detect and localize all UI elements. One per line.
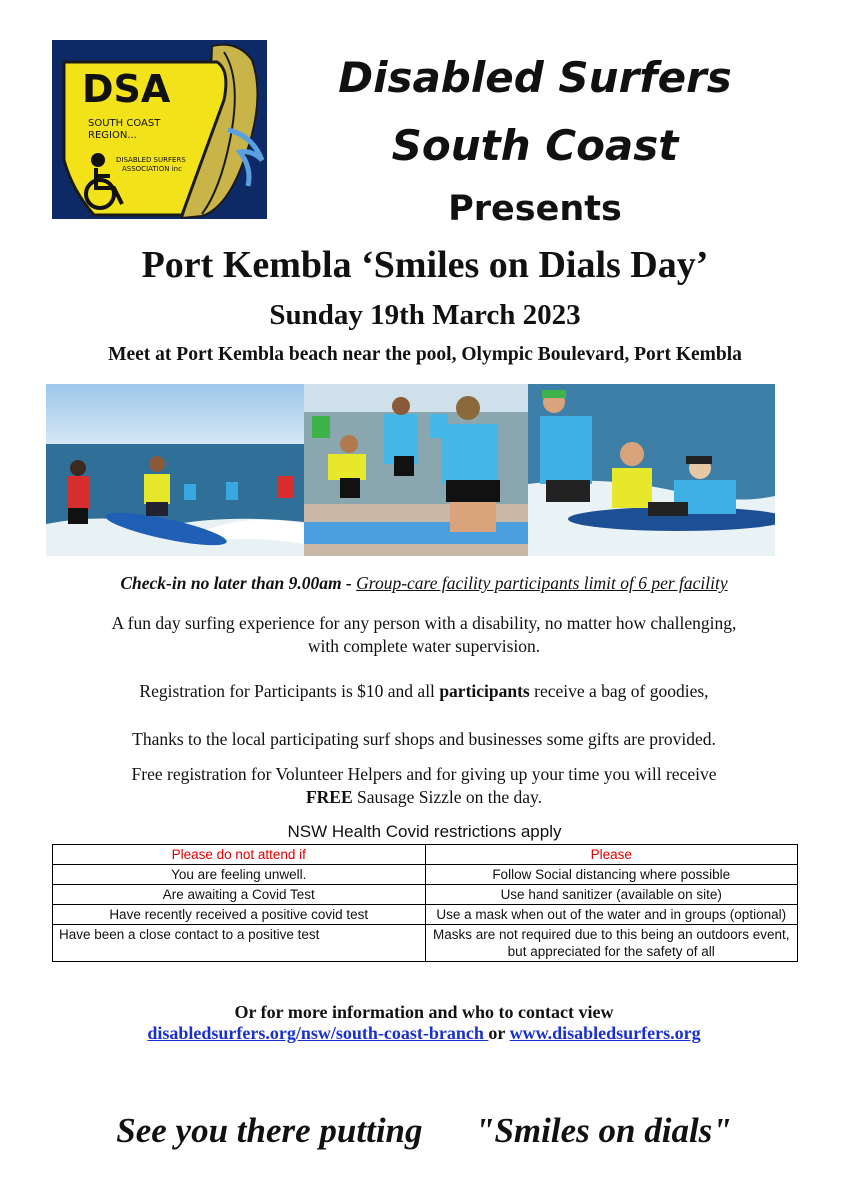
- volunteer-free-bold: FREE: [305, 787, 353, 807]
- col-header-do-not-attend: Please do not attend if: [53, 845, 426, 865]
- event-date: Sunday 19th March 2023: [269, 299, 581, 331]
- surf-photo-2: [304, 384, 528, 556]
- logo-text-assoc-1: DISABLED SURFERS: [116, 156, 186, 164]
- link-separator: or: [488, 1023, 510, 1043]
- table-row: [53, 885, 798, 905]
- volunteer-sizzle-text: Sausage Sizzle on the day.: [352, 787, 543, 807]
- table-cell: Use a mask when out of the water and in groups (optional): [425, 905, 798, 925]
- checkin-time: Check-in no later than 9.00am -: [120, 573, 357, 593]
- organization-title: [300, 44, 770, 180]
- volunteer-paragraph: [40, 763, 808, 809]
- table-header-row: [53, 845, 798, 865]
- checkin-group-limit: Group-care facility participants limit of 6 per facility: [356, 573, 728, 593]
- dsa-logo: [52, 40, 267, 219]
- org-title-line-1: Disabled Surfers: [338, 53, 732, 102]
- meeting-location: Meet at Port Kembla beach near the pool, Olympic Boulevard, Port Kembla: [108, 344, 742, 365]
- surf-photo-3: [528, 384, 775, 556]
- logo-text-dsa: DSA: [82, 67, 171, 111]
- table-cell: Are awaiting a Covid Test: [53, 885, 426, 905]
- table-row: [53, 925, 798, 962]
- registration-text-1: Registration for Participants is $10 and all: [139, 681, 440, 701]
- checkin-notice: [20, 570, 828, 596]
- registration-paragraph: [40, 680, 808, 703]
- description-line-1: A fun day surfing experience for any person with a disability, no matter how challenging,: [111, 613, 737, 633]
- disabledsurfers-link[interactable]: www.disabledsurfers.org: [509, 1023, 701, 1043]
- logo-text-assoc-2: ASSOCIATION inc: [122, 165, 182, 173]
- footer-slogan-part-1: See you there putting: [116, 1111, 423, 1150]
- table-row: [53, 865, 798, 885]
- registration-participants-bold: participants: [439, 681, 530, 701]
- presents-heading: Presents: [448, 189, 622, 229]
- col-header-please: Please: [425, 845, 798, 865]
- volunteer-line-1: Free registration for Volunteer Helpers and for giving up your time you will receive: [131, 764, 717, 784]
- covid-heading: NSW Health Covid restrictions apply: [287, 822, 562, 841]
- contact-heading: Or for more information and who to contact view: [234, 1002, 614, 1022]
- volunteer-line-2: [40, 786, 808, 809]
- table-cell: Follow Social distancing where possible: [425, 865, 798, 885]
- surf-photo-1: [46, 384, 304, 556]
- table-cell: You are feeling unwell.: [53, 865, 426, 885]
- south-coast-branch-link[interactable]: disabledsurfers.org/nsw/south-coast-branch: [147, 1023, 489, 1043]
- footer-slogan-part-2: "Smiles on dials": [475, 1111, 732, 1150]
- contact-links: [40, 1021, 808, 1045]
- logo-text-region-2: REGION...: [88, 130, 137, 141]
- thanks-paragraph: Thanks to the local participating surf shops and businesses some gifts are provided.: [132, 729, 716, 749]
- description-paragraph: [40, 612, 808, 658]
- table-cell: Masks are not required due to this being an outdoors event, but appreciated for the safety of all: [425, 925, 798, 962]
- table-cell: Have been a close contact to a positive test: [53, 925, 426, 962]
- covid-restrictions-table: [52, 844, 798, 962]
- footer-slogan: [40, 1106, 808, 1156]
- description-line-2: with complete water supervision.: [307, 636, 541, 656]
- logo-text-region-1: SOUTH COAST: [88, 118, 161, 129]
- table-cell: Use hand sanitizer (available on site): [425, 885, 798, 905]
- event-title: Port Kembla ‘Smiles on Dials Day’: [141, 244, 709, 286]
- registration-text-2: receive a bag of goodies,: [529, 681, 709, 701]
- org-title-line-2: South Coast: [391, 121, 679, 170]
- table-cell: Have recently received a positive covid test: [53, 905, 426, 925]
- table-row: [53, 905, 798, 925]
